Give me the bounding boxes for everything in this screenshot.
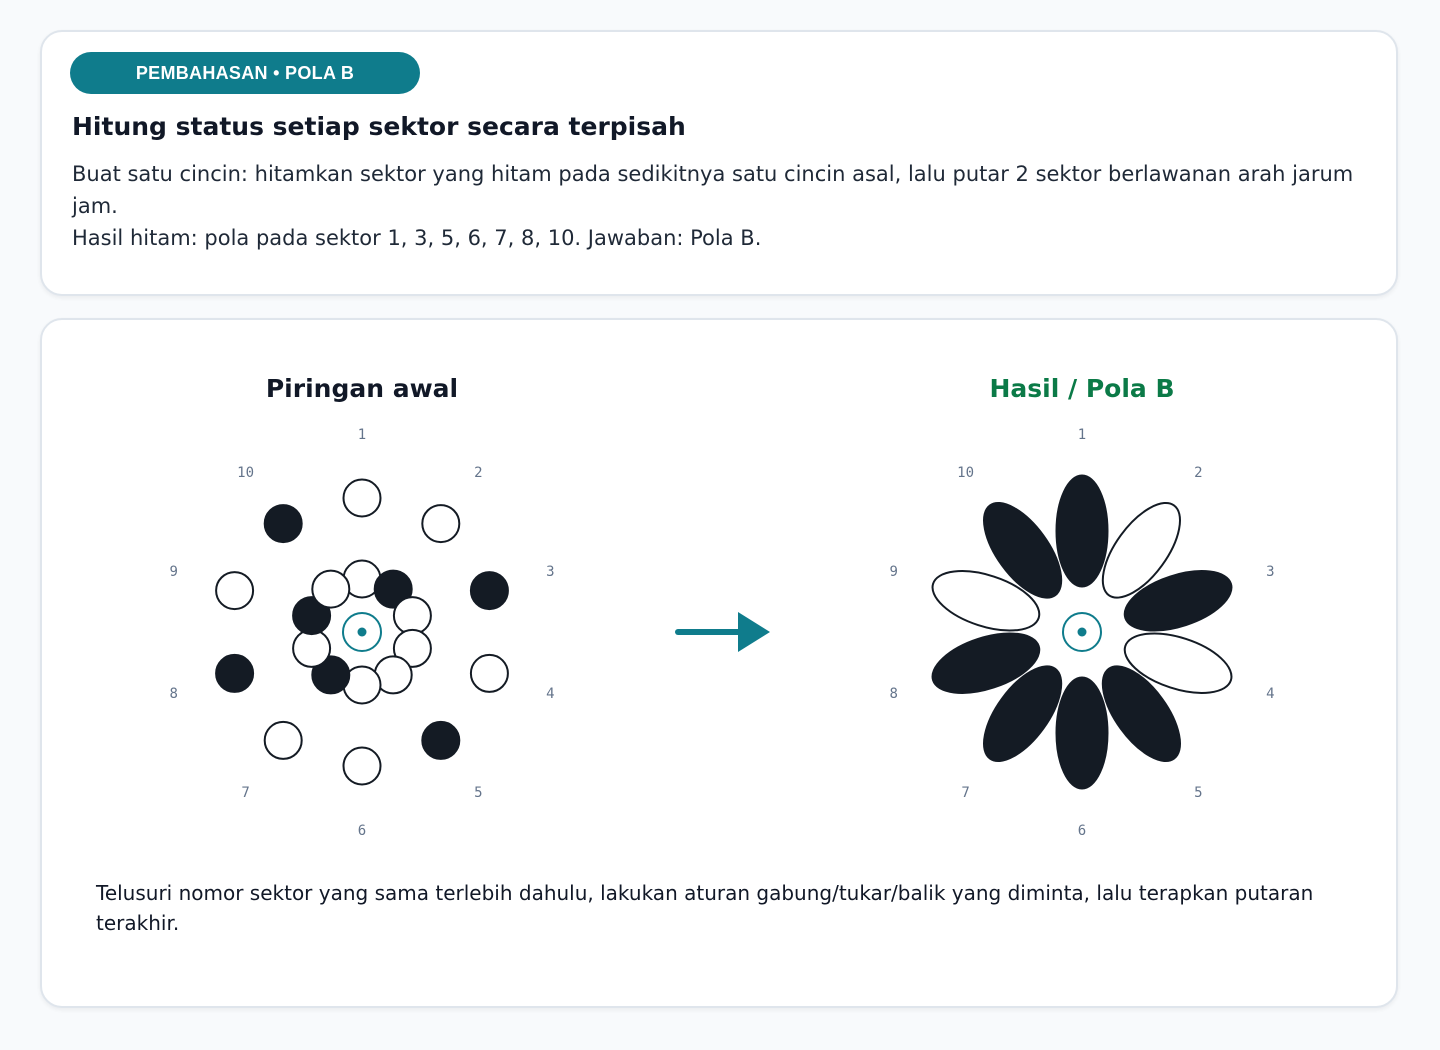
initial-disc bbox=[169, 427, 554, 839]
left-sector-label-5: 5 bbox=[474, 785, 483, 802]
inner-ring-circle-3 bbox=[394, 597, 431, 634]
explanation-title: Hitung status setiap sektor secara terpisah bbox=[72, 112, 686, 141]
inner-ring-circle-8 bbox=[293, 630, 330, 667]
right-sector-label-3: 3 bbox=[1266, 563, 1275, 580]
result-petal-1 bbox=[1057, 476, 1108, 587]
right-sector-label-10: 10 bbox=[957, 464, 975, 481]
outer-ring-circle-8 bbox=[216, 655, 253, 692]
left-sector-label-4: 4 bbox=[546, 686, 555, 703]
right-sector-label-9: 9 bbox=[889, 563, 898, 580]
right-sector-label-5: 5 bbox=[1194, 785, 1203, 802]
result-disc bbox=[889, 427, 1274, 839]
inner-ring-circle-10 bbox=[312, 571, 349, 608]
outer-ring-circle-2 bbox=[422, 505, 459, 542]
right-sector-label-4: 4 bbox=[1266, 686, 1275, 703]
outer-ring-circle-9 bbox=[216, 572, 253, 609]
outer-ring-circle-7 bbox=[265, 722, 302, 759]
section-badge: PEMBAHASAN • POLA B bbox=[70, 52, 420, 94]
left-sector-label-9: 9 bbox=[169, 563, 178, 580]
center-dot bbox=[1078, 628, 1087, 637]
footer-note: Telusuri nomor sektor yang sama terlebih dahulu, lakukan aturan gabung/tukar/balik yang diminta, lalu terapkan putaran terakhir. bbox=[96, 881, 1314, 935]
right-sector-label-7: 7 bbox=[961, 785, 970, 802]
right-sector-label-2: 2 bbox=[1194, 464, 1203, 481]
outer-ring-circle-6 bbox=[344, 748, 381, 785]
outer-ring-circle-1 bbox=[344, 480, 381, 517]
center-dot bbox=[358, 628, 367, 637]
left-sector-label-3: 3 bbox=[546, 563, 555, 580]
left-sector-label-2: 2 bbox=[474, 464, 483, 481]
outer-ring-circle-4 bbox=[471, 655, 508, 692]
left-sector-label-7: 7 bbox=[241, 785, 250, 802]
diagram-card bbox=[40, 318, 1398, 1008]
left-sector-label-1: 1 bbox=[357, 427, 367, 443]
left-sector-label-6: 6 bbox=[357, 823, 367, 839]
explanation-text bbox=[72, 158, 1372, 254]
left-sector-label-10: 10 bbox=[237, 464, 255, 481]
outer-ring-circle-3 bbox=[471, 572, 508, 609]
explanation-line-1: Buat satu cincin: hitamkan sektor yang hitam pada sedikitnya satu cincin asal, lalu putar 2 sektor berlawanan arah jarum jam. bbox=[72, 162, 1354, 218]
left-panel-title: Piringan awal bbox=[265, 374, 459, 403]
outer-ring-circle-10 bbox=[265, 505, 302, 542]
right-panel-title: Hasil / Pola B bbox=[989, 374, 1175, 403]
outer-ring-circle-5 bbox=[422, 722, 459, 759]
right-sector-label-6: 6 bbox=[1077, 823, 1087, 839]
left-sector-label-8: 8 bbox=[169, 686, 178, 703]
result-petal-6 bbox=[1057, 678, 1108, 789]
explanation-card bbox=[40, 30, 1398, 296]
right-sector-label-8: 8 bbox=[889, 686, 898, 703]
explanation-line-2: Hasil hitam: pola pada sektor 1, 3, 5, 6, 7, 8, 10. Jawaban: Pola B. bbox=[72, 226, 762, 250]
arrow-icon bbox=[678, 612, 770, 652]
right-sector-label-1: 1 bbox=[1077, 427, 1087, 443]
